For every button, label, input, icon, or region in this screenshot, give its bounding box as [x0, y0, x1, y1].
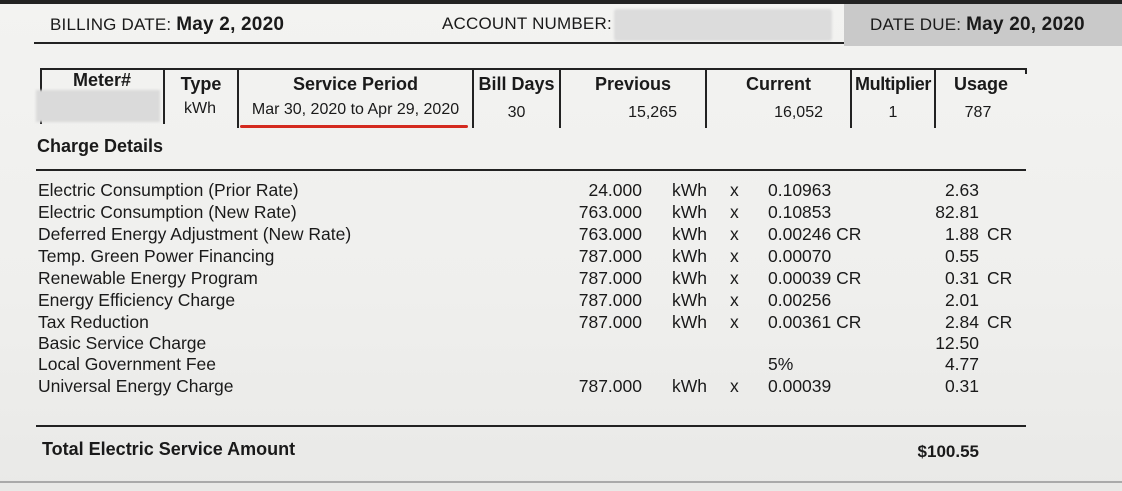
charge-rate: 0.00361 CR: [768, 312, 862, 332]
account-number-redacted: [614, 9, 832, 41]
charge-rate: 0.00039 CR: [768, 268, 862, 288]
charge-unit: kWh: [672, 246, 707, 266]
charge-multiply-sign: x: [730, 202, 739, 222]
charge-quantity: 787.000: [578, 268, 642, 288]
charge-quantity: 787.000: [578, 376, 642, 396]
service-period: Mar 30, 2020 to Apr 29, 2020: [251, 101, 460, 118]
charge-amount: 0.55: [944, 246, 979, 266]
col-header-bill-days: Bill Days: [478, 74, 555, 94]
charge-amount: 4.77: [944, 354, 979, 374]
charge-unit: kWh: [672, 290, 707, 310]
charge-rate: 0.00256: [768, 290, 832, 310]
charge-unit: kWh: [672, 376, 707, 396]
charge-description: Temp. Green Power Financing: [38, 246, 275, 266]
meter-number-redacted: [36, 90, 160, 122]
previous-reading: 15,265: [628, 104, 677, 121]
charge-multiply-sign: x: [730, 224, 739, 244]
charge-rate: 0.10853: [768, 202, 832, 222]
usage: 787: [964, 104, 992, 121]
charge-amount: 0.31: [944, 376, 979, 396]
col-header-usage: Usage: [953, 74, 1009, 94]
charge-rate: 5%: [768, 354, 794, 374]
charge-multiply-sign: x: [730, 180, 739, 200]
charge-description: Deferred Energy Adjustment (New Rate): [38, 224, 352, 244]
charge-row: [0, 180, 1122, 202]
billing-date-label: BILLING DATE:: [50, 15, 172, 34]
charge-quantity: 763.000: [578, 202, 642, 222]
charge-description: Renewable Energy Program: [38, 268, 258, 288]
charge-quantity: 787.000: [578, 246, 642, 266]
col-header-current: Current: [745, 74, 811, 94]
current-reading: 16,052: [774, 104, 823, 121]
charge-description: Electric Consumption (Prior Rate): [38, 180, 299, 200]
col-header-meter: Meter#: [72, 70, 132, 90]
charge-rate: 0.00039: [768, 376, 832, 396]
charge-row: [0, 333, 1122, 355]
charge-amount: 82.81: [935, 202, 979, 222]
charge-multiply-sign: x: [730, 246, 739, 266]
charge-row: [0, 354, 1122, 376]
meter-table-top-rule: [40, 68, 1025, 70]
charge-description: Tax Reduction: [38, 312, 149, 332]
charge-quantity: 763.000: [578, 224, 642, 244]
charge-rate: 0.00070: [768, 246, 832, 266]
billing-date-value: May 2, 2020: [176, 14, 285, 35]
col-header-type: Type: [180, 74, 222, 94]
charge-multiply-sign: x: [730, 312, 739, 332]
service-period-underline: [240, 125, 468, 128]
charge-unit: kWh: [672, 268, 707, 288]
col-header-service-period: Service Period: [292, 74, 419, 94]
date-due: [870, 14, 1085, 36]
total-label: Total Electric Service Amount: [42, 439, 296, 459]
meter-type: kWh: [184, 100, 216, 117]
date-due-value: May 20, 2020: [966, 14, 1085, 35]
charge-credit-flag: CR: [987, 312, 1013, 332]
charge-row: [0, 312, 1122, 334]
charge-amount: 12.50: [935, 333, 979, 353]
charge-amount: 2.84: [944, 312, 979, 332]
bottom-rule: [0, 481, 1122, 483]
col-header-multiplier: Multiplier: [855, 74, 931, 94]
charge-quantity: 24.000: [588, 180, 642, 200]
charge-amount: 0.31: [944, 268, 979, 288]
charge-credit-flag: CR: [987, 268, 1013, 288]
header-rule: [34, 42, 844, 44]
charge-description: Local Government Fee: [38, 354, 217, 374]
charge-row: [0, 268, 1122, 290]
charge-unit: kWh: [672, 312, 707, 332]
charge-amount: 2.01: [944, 290, 979, 310]
total-rule: [36, 425, 1026, 427]
charge-rate: 0.00246 CR: [768, 224, 862, 244]
charge-multiply-sign: x: [730, 376, 739, 396]
col-header-previous: Previous: [594, 74, 672, 94]
charge-row: [0, 376, 1122, 398]
charge-details-rule: [36, 169, 1026, 171]
charge-row: [0, 224, 1122, 246]
charge-amount: 2.63: [944, 180, 979, 200]
charge-unit: kWh: [672, 202, 707, 222]
charge-credit-flag: CR: [987, 224, 1013, 244]
charge-row: [0, 202, 1122, 224]
charge-unit: kWh: [672, 224, 707, 244]
charge-row: [0, 290, 1122, 312]
charge-multiply-sign: x: [730, 268, 739, 288]
charge-unit: kWh: [672, 180, 707, 200]
charge-row: [0, 246, 1122, 268]
charge-rate: 0.10963: [768, 180, 832, 200]
total-amount: $100.55: [917, 442, 979, 461]
account-number-label: ACCOUNT NUMBER:: [442, 14, 612, 33]
charge-multiply-sign: x: [730, 290, 739, 310]
billing-date: [50, 14, 284, 36]
charge-description: Electric Consumption (New Rate): [38, 202, 297, 222]
charge-description: Energy Efficiency Charge: [38, 290, 236, 310]
charge-description: Basic Service Charge: [38, 333, 207, 353]
date-due-label: DATE DUE:: [870, 15, 962, 34]
bill-days: 30: [507, 104, 526, 121]
charge-details-title: Charge Details: [37, 136, 164, 156]
multiplier: 1: [888, 104, 898, 121]
charge-description: Universal Energy Charge: [38, 376, 234, 396]
charge-amount: 1.88: [944, 224, 979, 244]
charge-quantity: 787.000: [578, 312, 642, 332]
charge-quantity: 787.000: [578, 290, 642, 310]
